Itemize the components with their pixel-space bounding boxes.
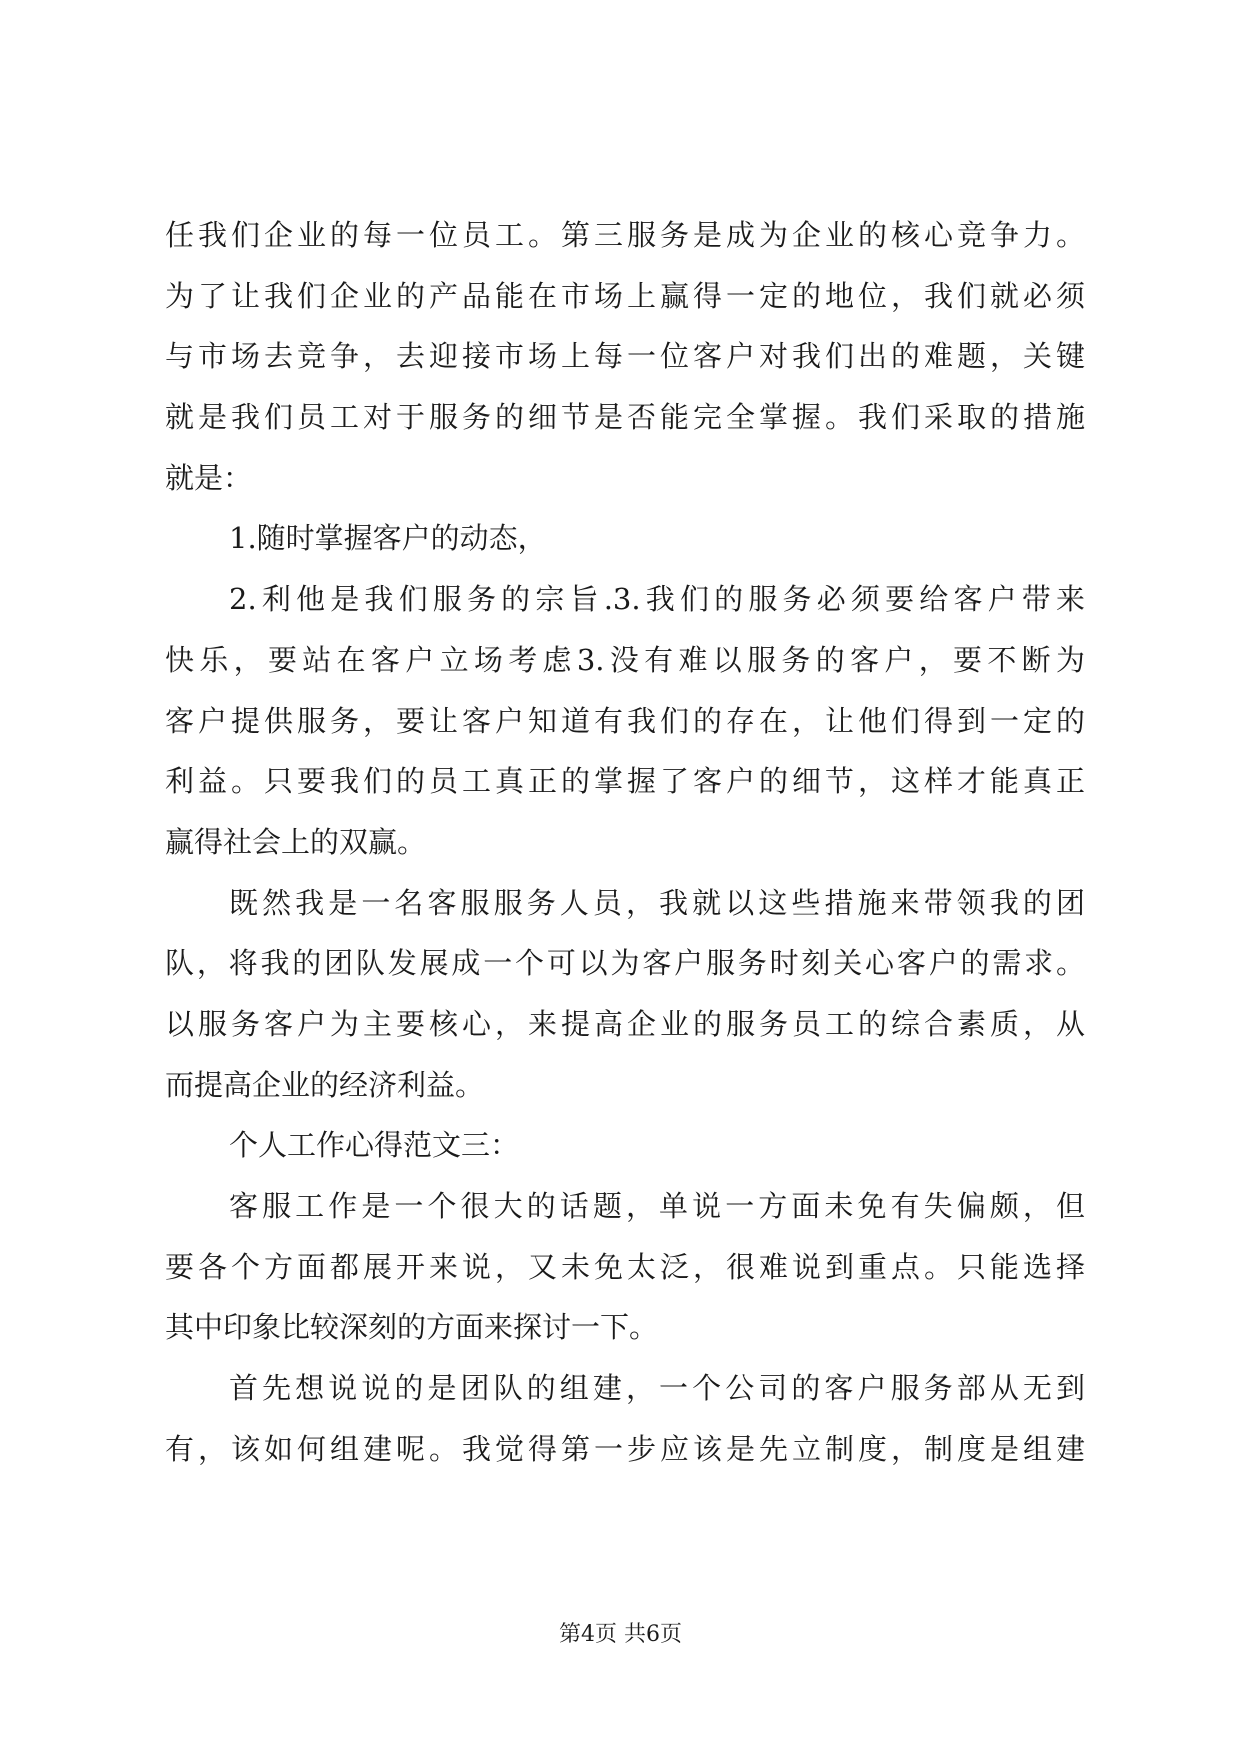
text-line: 客户提供服务，要让客户知道有我们的存在，让他们得到一定的: [165, 703, 1085, 738]
text-line: 赢得社会上的双赢。: [165, 824, 427, 859]
text-line: 个人工作心得范文三：: [229, 1128, 520, 1163]
text-line: 任我们企业的每一位员工。第三服务是成为企业的核心竞争力。: [165, 218, 1085, 252]
text-line: 就是我们员工对于服务的细节是否能完全掌握。我们采取的措施: [165, 400, 1085, 435]
text-line: 要各个方面都展开来说，又未免太泛，很难说到重点。只能选择: [165, 1249, 1085, 1284]
text-line: 利益。只要我们的员工真正的掌握了客户的细节，这样才能真正: [165, 764, 1085, 799]
page-footer: 第4页 共6页: [559, 1622, 682, 1647]
text-line: 2.利他是我们服务的宗旨.3.我们的服务必须要给客户带来: [229, 582, 1085, 617]
text-line: 而提高企业的经济利益。: [165, 1067, 485, 1102]
text-line: 队，将我的团队发展成一个可以为客户服务时刻关心客户的需求。: [165, 946, 1085, 981]
text-line: 既然我是一名客服服务人员，我就以这些措施来带领我的团: [229, 885, 1085, 920]
text-line: 客服工作是一个很大的话题，单说一方面未免有失偏颇，但: [229, 1189, 1085, 1223]
text-line: 有，该如何组建呢。我觉得第一步应该是先立制度，制度是组建: [165, 1431, 1085, 1466]
text-line: 为了让我们企业的产品能在市场上赢得一定的地位，我们就必须: [165, 278, 1085, 313]
text-line: 1.随时掌握客户的动态，: [229, 521, 547, 556]
text-line: 与市场去竞争，去迎接市场上每一位客户对我们出的难题，关键: [165, 339, 1085, 374]
text-line: 其中印象比较深刻的方面来探讨一下。: [165, 1310, 659, 1345]
text-line: 首先想说说的是团队的组建，一个公司的客户服务部从无到: [229, 1371, 1085, 1406]
text-line: 快乐，要站在客户立场考虑3.没有难以服务的客户，要不断为: [165, 642, 1085, 677]
text-line: 以服务客户为主要核心，来提高企业的服务员工的综合素质，从: [165, 1006, 1085, 1041]
document-body: [165, 205, 1085, 1479]
text-line: 就是：: [165, 460, 253, 495]
